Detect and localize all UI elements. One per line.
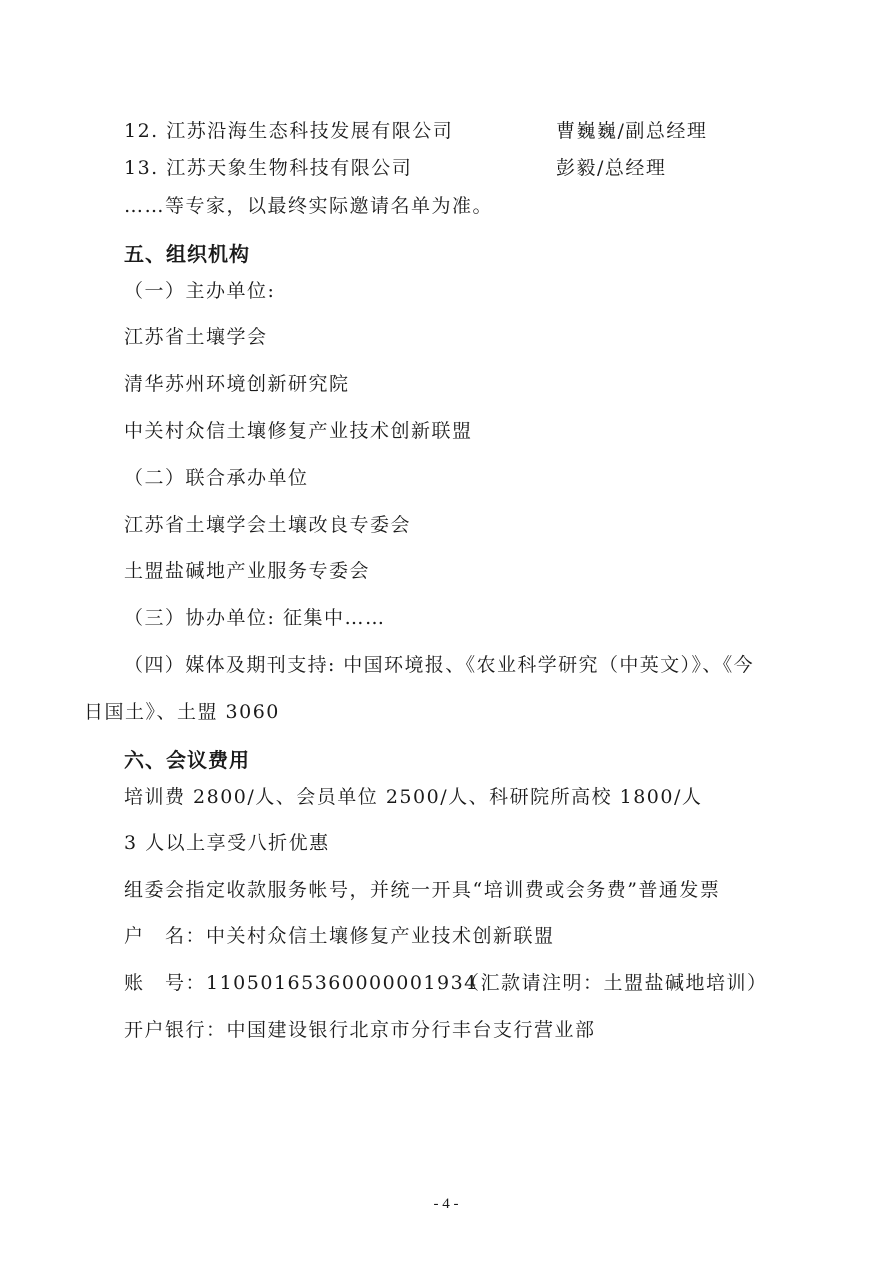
expert-person: 彭毅/总经理	[556, 157, 667, 179]
media-line-cont: 日国土》、土盟 3060	[84, 701, 280, 723]
account-name: 户 名：中关村众信土壤修复产业技术创新联盟	[124, 925, 555, 947]
section-heading: 六、会议费用	[124, 748, 250, 772]
expert-org: 12. 江苏沿海生态科技发展有限公司	[124, 120, 454, 142]
expert-org: 13. 江苏天象生物科技有限公司	[124, 157, 413, 179]
fee-line: 培训费 2800/人、会员单位 2500/人、科研院所高校 1800/人	[124, 786, 703, 808]
payment-remark: （汇款请注明：土盟盐碱地培训）	[460, 972, 768, 994]
coorg-item: 江苏省土壤学会土壤改良专委会	[124, 514, 412, 536]
media-line: （四）媒体及期刊支持: 中国环境报、《农业科学研究（中英文）》、《今	[124, 654, 755, 676]
section-heading: 五、组织机构	[124, 242, 250, 266]
bank-line: 开户银行：中国建设银行北京市分行丰台支行营业部	[124, 1019, 596, 1041]
host-label: （一）主办单位:	[124, 280, 276, 302]
discount-line: 3 人以上享受八折优惠	[124, 832, 330, 854]
host-item: 中关村众信土壤修复产业技术创新联盟	[124, 420, 473, 442]
coorg-item: 土盟盐碱地产业服务专委会	[124, 560, 371, 582]
invoice-line: 组委会指定收款服务帐号，并统一开具“培训费或会务费”普通发票	[124, 879, 721, 901]
assist-line: （三）协办单位: 征集中……	[124, 607, 386, 629]
expert-person: 曹巍巍/副总经理	[556, 120, 708, 142]
page-number: - 4 -	[433, 1196, 459, 1212]
experts-note: ……等专家，以最终实际邀请名单为准。	[124, 195, 494, 217]
host-item: 江苏省土壤学会	[124, 326, 268, 348]
coorg-label: （二）联合承办单位	[124, 467, 309, 489]
account-number: 账 号：11050165360000001934	[124, 972, 478, 994]
host-item: 清华苏州环境创新研究院	[124, 373, 350, 395]
